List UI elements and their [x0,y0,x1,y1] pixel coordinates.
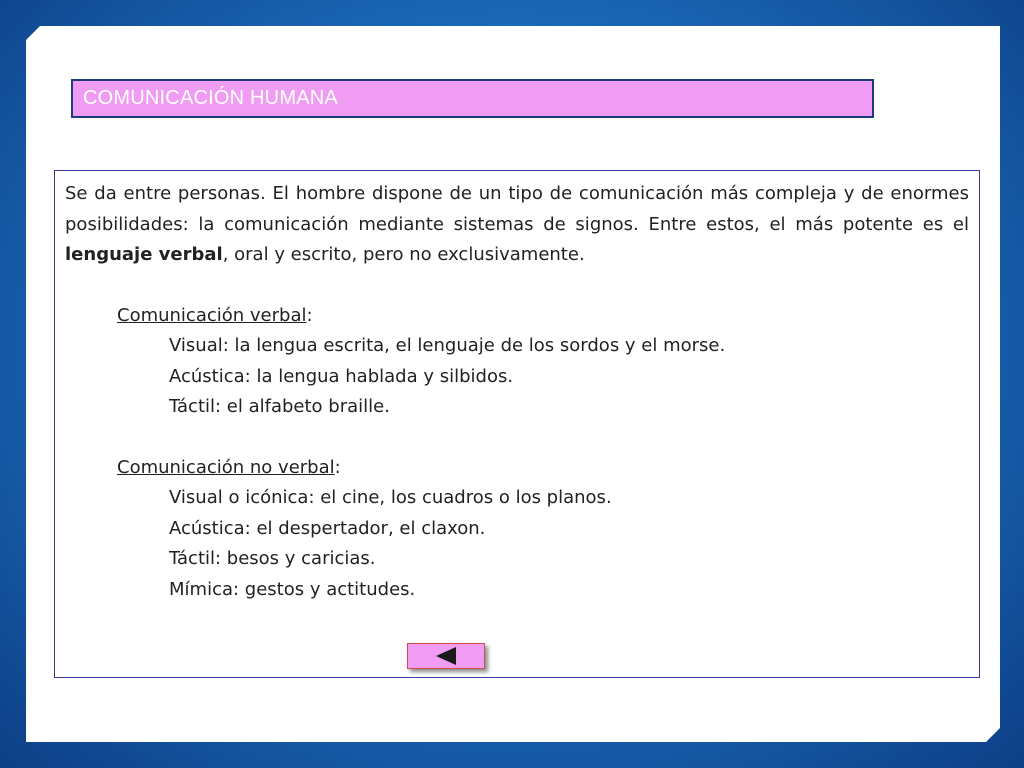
slide-title-text: COMUNICACIÓN HUMANA [83,87,338,109]
back-button[interactable] [407,643,485,669]
list-item: Mímica: gestos y actitudes. [169,578,416,600]
list-item: Acústica: el despertador, el claxon. [169,517,486,539]
spacer [65,271,969,301]
slide-title [71,79,874,118]
nonverbal-heading [65,453,969,484]
nonverbal-heading-text: Comunicación no verbal [117,456,335,478]
triangle-left-icon [436,647,456,665]
list-item: Acústica: la lengua hablada y silbidos. [169,365,514,387]
list-item: Táctil: el alfabeto braille. [169,396,390,417]
content-box [54,170,980,678]
intro-bold-term: lenguaje verbal [65,244,223,265]
intro-text-end: , oral y escrito, pero no exclusivamente. [222,244,585,265]
list-item: Visual o icónica: el cine, los cuadros o los planos. [169,487,612,508]
nonverbal-heading-colon: : [334,456,341,478]
intro-paragraph [65,179,969,271]
spacer [65,423,969,453]
verbal-heading [65,301,969,332]
intro-text-start: Se da entre personas. El hombre dispone de un tipo de comunicación más compleja y de enormes posibilidades: la comunicación mediante sistemas de signos. Entre estos, el más potente es el [65,183,969,235]
verbal-heading-text: Comunicación verbal [117,304,307,326]
verbal-heading-colon: : [306,304,313,326]
list-item: Táctil: besos y caricias. [169,548,376,569]
list-item: Visual: la lengua escrita, el lenguaje de los sordos y el morse. [169,335,726,356]
